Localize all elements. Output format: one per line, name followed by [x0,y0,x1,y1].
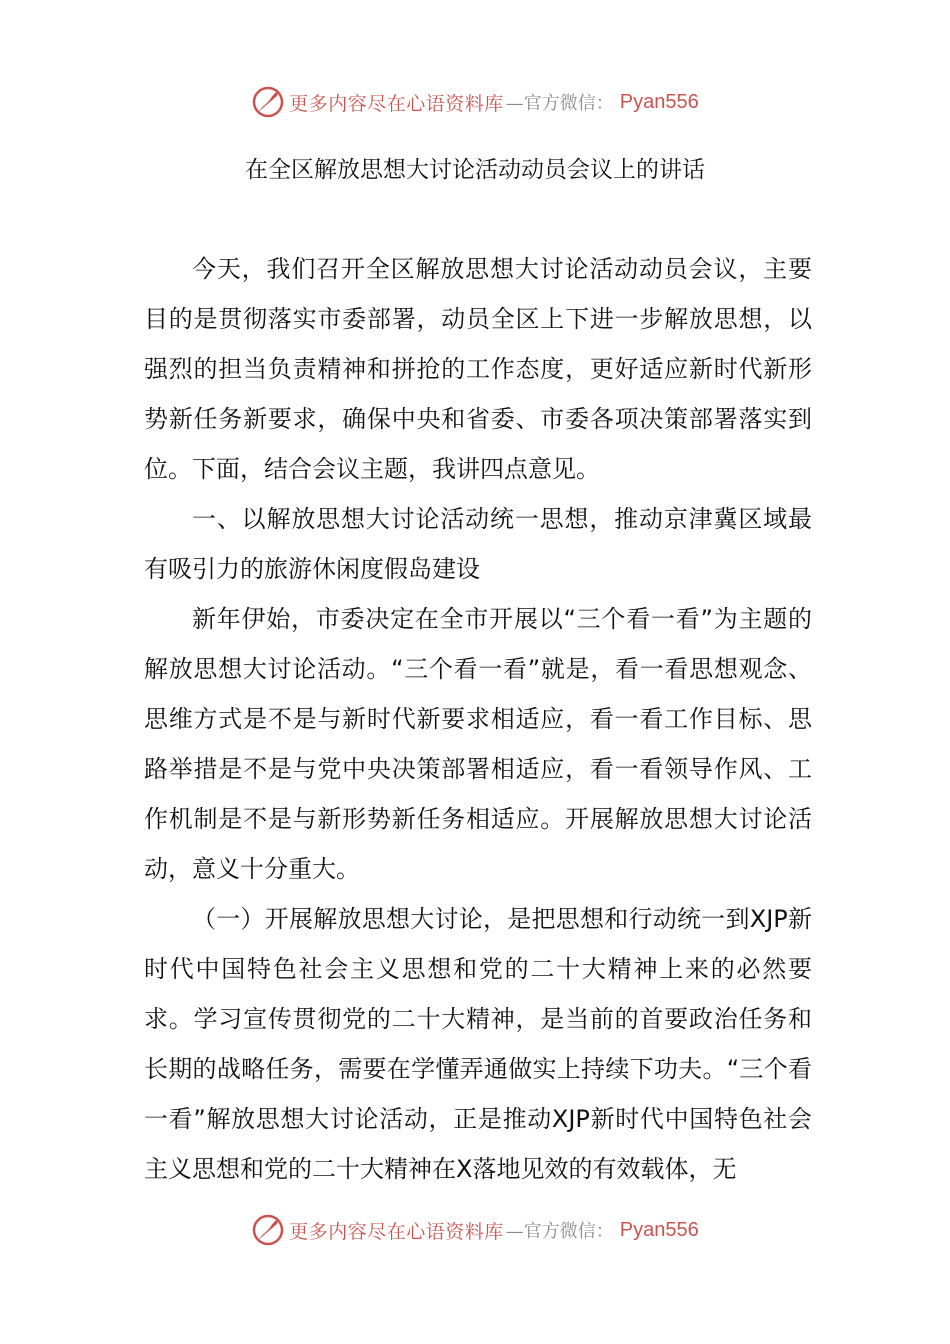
watermark-header [0,82,950,122]
paragraph: 新年伊始，市委决定在全市开展以“三个看一看”为主题的解放思想大讨论活动。“三个看一看”就是，看一看思想观念、思维方式是不是与新时代新要求相适应，看一看工作目标、思路举措是不是与党中央决策部署相适应，看一看领导作风、工作机制是不是与新形势新任务相适应。开展解放思想大讨论活动，意义十分重大。 [144,605,812,883]
section-heading: 一、以解放思想大讨论活动统一思想，推动京津冀区域最有吸引力的旅游休闲度假岛建设 [144,505,812,583]
watermark-id: Pyan556 [619,1218,699,1241]
watermark-id: Pyan556 [619,90,699,113]
quill-logo-icon [251,1213,285,1247]
watermark-text: 更多内容尽在心语资料库 [289,92,504,115]
watermark-text: 更多内容尽在心语资料库 [289,1220,504,1243]
document-body [144,244,812,1194]
paragraph: 今天，我们召开全区解放思想大讨论活动动员会议，主要目的是贯彻落实市委部署，动员全区上下进一步解放思想，以强烈的担当负责精神和拼抢的工作态度，更好适应新时代新形势新任务新要求，确保中央和省委、市委各项决策部署落实到位。下面，结合会议主题，我讲四点意见。 [144,255,812,483]
watermark-footer [0,1210,950,1250]
document-title: 在全区解放思想大讨论活动动员会议上的讲话 [245,157,705,183]
watermark-label: —官方微信： [505,93,614,114]
paragraph: （一）开展解放思想大讨论，是把思想和行动统一到XJP新时代中国特色社会主义思想和党的二十大精神上来的必然要求。学习宣传贯彻党的二十大精神，是当前的首要政治任务和长期的战略任务，需要在学懂弄通做实上持续下功夫。“三个看一看”解放思想大讨论活动，正是推动XJP新时代中国特色社会主义思想和党的二十大精神在X落地见效的有效载体，无 [144,905,812,1183]
quill-logo-icon [251,85,285,119]
watermark-label: —官方微信： [505,1221,614,1242]
